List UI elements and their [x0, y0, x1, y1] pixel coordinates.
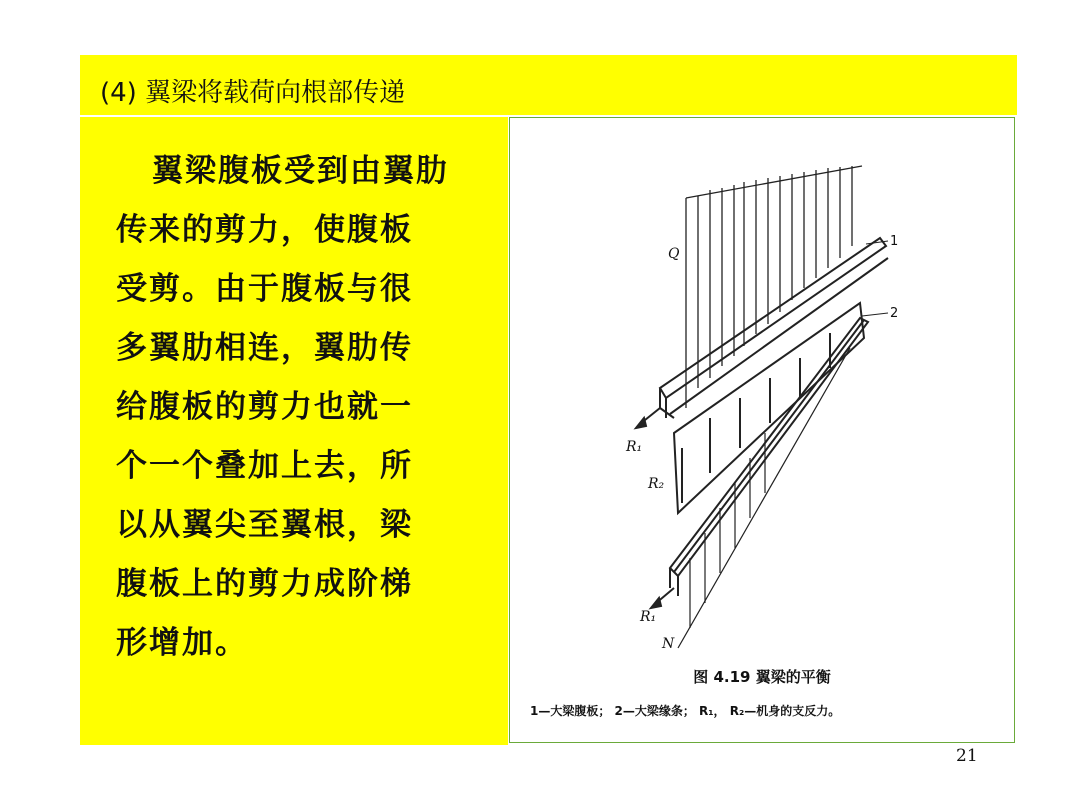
figure-panel	[509, 117, 1015, 743]
label-q: Q	[668, 246, 680, 262]
figure-caption: 图 4.19 翼梁的平衡	[693, 668, 831, 686]
body-line: 多翼肋相连，翼肋传	[116, 330, 413, 366]
page-number: 21	[956, 746, 978, 766]
body-line: 传来的剪力，使腹板	[116, 212, 413, 248]
arrow-r1-top-head	[636, 418, 646, 428]
spar-equilibrium-diagram	[510, 118, 1014, 658]
body-line: 形增加。	[116, 625, 248, 661]
body-line: 腹板上的剪力成阶梯	[116, 566, 413, 602]
label-1: 1	[890, 234, 899, 249]
label-r1-bottom: R₁	[640, 609, 657, 625]
label-2: 2	[890, 306, 899, 321]
label-r1-top: R₁	[626, 439, 643, 455]
body-line: 以从翼尖至翼根，梁	[116, 507, 413, 543]
body-line: 翼梁腹板受到由翼肋	[152, 153, 449, 189]
label-n: N	[662, 636, 675, 652]
shear-diagram-q	[686, 166, 862, 408]
body-line: 给腹板的剪力也就一	[116, 389, 413, 425]
label-r2: R₂	[648, 476, 665, 492]
leader-line-2	[862, 313, 888, 316]
slide-title: (4) 翼梁将载荷向根部传递	[100, 78, 406, 108]
spar-cap	[670, 318, 868, 596]
arrow-r1-bottom-head	[651, 598, 661, 608]
body-line: 受剪。由于腹板与很	[116, 271, 413, 307]
spar-web	[660, 238, 888, 418]
body-line: 个一个叠加上去，所	[116, 448, 413, 484]
axial-diagram-n	[678, 348, 850, 648]
body-paragraph	[116, 142, 496, 673]
web-panel	[674, 303, 864, 513]
figure-legend: 1—大梁腹板； 2—大梁缘条； R₁， R₂—机身的支反力。	[530, 704, 841, 718]
